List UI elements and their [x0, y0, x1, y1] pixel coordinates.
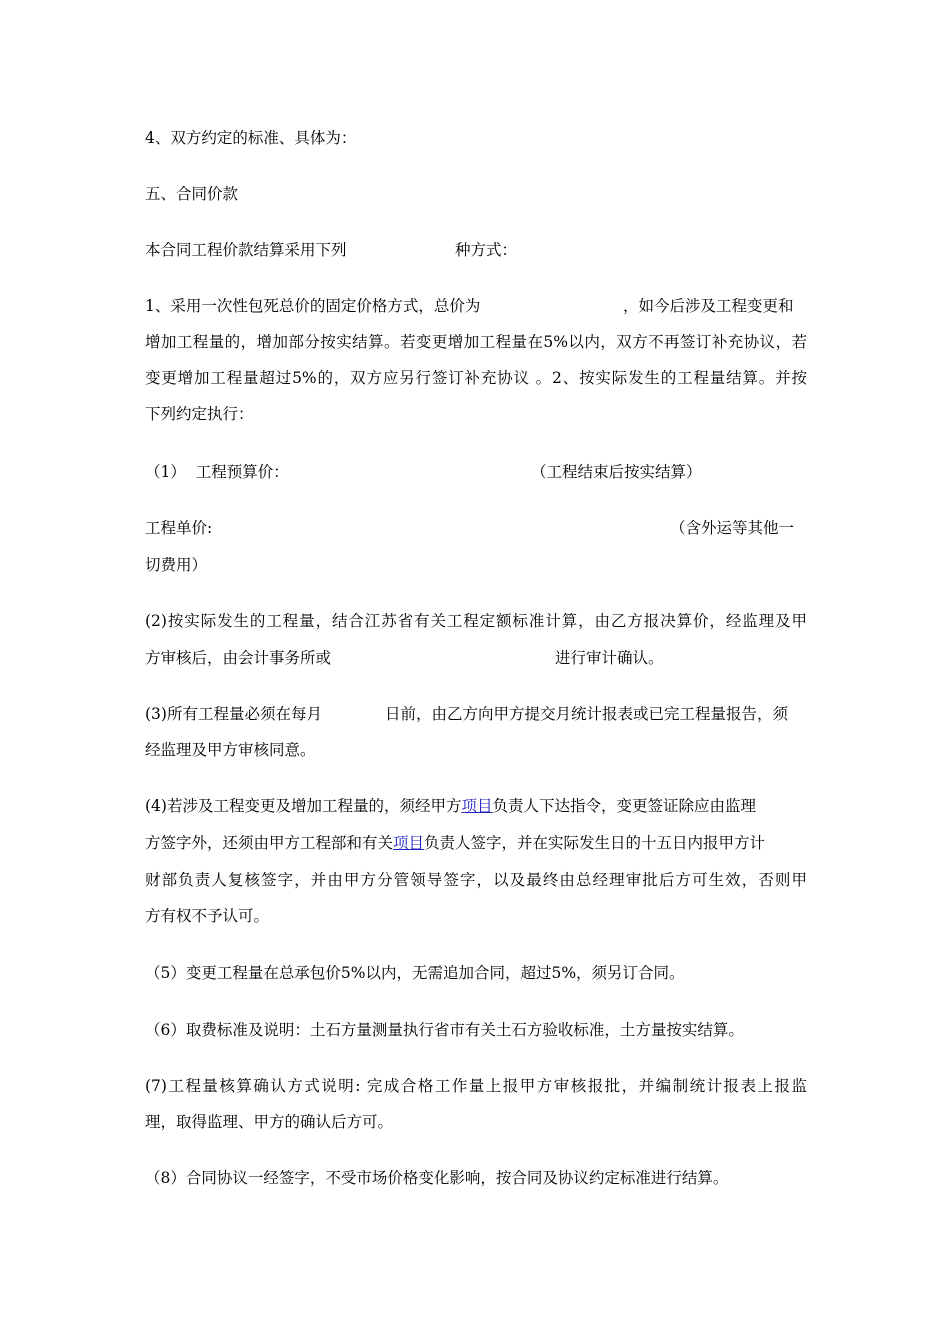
clause-6: （6）取费标准及说明：土石方量测量执行省市有关土石方验收标准，土方量按实结算。 [145, 1021, 744, 1039]
clause-4-text-2-cont: 负责人签字，并在实际发生日的十五日内报甲方计 [424, 834, 766, 852]
clause-2-line-2 [145, 648, 664, 668]
section-4-standard: 4、双方约定的标准、具体为： [145, 129, 357, 147]
clause-8: （8）合同协议一经签字，不受市场价格变化影响，按合同及协议约定标准进行结算。 [145, 1169, 729, 1187]
clause-1-text: 1、采用一次性包死总价的固定价格方式，总价为 [145, 297, 481, 315]
clause-3-line-1 [145, 704, 789, 724]
unit-price-line-2: 切费用） [145, 556, 208, 574]
clause-4-text: (4)若涉及工程变更及增加工程量的，须经甲方 [145, 797, 462, 815]
pricing-intro-suffix: 种方式： [455, 241, 518, 259]
clause-1-line-2: 增加工程量的，增加部分按实结算。若变更增加工程量在5%以内，双方不再签订补充协议，若 [145, 333, 807, 351]
clause-2-text-cont: 进行审计确认。 [555, 649, 664, 667]
clause-3-text: (3)所有工程量必须在每月 [145, 705, 322, 723]
clause-2-line-1: (2)按实际发生的工程量，结合江苏省有关工程定额标准计算，由乙方报决算价，经监理及甲 [145, 612, 807, 630]
budget-price-line [145, 462, 702, 482]
clause-4-line-2 [145, 833, 765, 853]
clause-7-line-2: 理，取得监理、甲方的确认后方可。 [145, 1113, 394, 1131]
clause-3-text-cont: 日前，由乙方向甲方提交月统计报表或已完工程量报告，须 [385, 705, 789, 723]
clause-2-text: 方审核后，由会计事务所或 [145, 649, 332, 667]
clause-1-text-cont: ，如今后涉及工程变更和 [623, 297, 794, 315]
clause-7-line-1: (7)工程量核算确认方式说明: 完成合格工作量上报甲方审核报批，并编制统计报表上报监 [145, 1077, 807, 1095]
clause-1-line-1 [145, 296, 794, 316]
project-link[interactable]: 项目 [461, 797, 493, 815]
unit-price-label: 工程单价: [145, 519, 213, 537]
unit-price-note: （含外运等其他一 [670, 519, 795, 537]
clause-4-text-2: 方签字外，还须由甲方工程部和有关 [145, 834, 394, 852]
budget-price-note: （工程结束后按实结算） [531, 463, 702, 481]
clause-4-line-4: 方有权不予认可。 [145, 907, 270, 925]
clause-4-line-3: 财部负责人复核签字，并由甲方分管领导签字，以及最终由总经理审批后方可生效，否则甲 [145, 871, 807, 889]
clause-5: （5）变更工程量在总承包价5%以内，无需追加合同，超过5%，须另订合同。 [145, 964, 685, 982]
clause-4-line-1 [145, 796, 756, 816]
clause-4-text-cont: 负责人下达指令，变更签证除应由监理 [492, 797, 756, 815]
project-link-2[interactable]: 项目 [393, 834, 425, 852]
clause-3-line-2: 经监理及甲方审核同意。 [145, 741, 316, 759]
budget-price-label: （1） 工程预算价： [145, 463, 289, 481]
unit-price-line [145, 518, 795, 538]
clause-1-line-4: 下列约定执行： [145, 405, 254, 423]
pricing-intro [145, 240, 518, 260]
clause-1-line-3: 变更增加工程量超过5%的，双方应另行签订补充协议 。2、按实际发生的工程量结算。并按 [145, 369, 807, 387]
pricing-intro-text: 本合同工程价款结算采用下列 [145, 241, 347, 259]
section-5-title: 五、合同价款 [145, 185, 239, 203]
